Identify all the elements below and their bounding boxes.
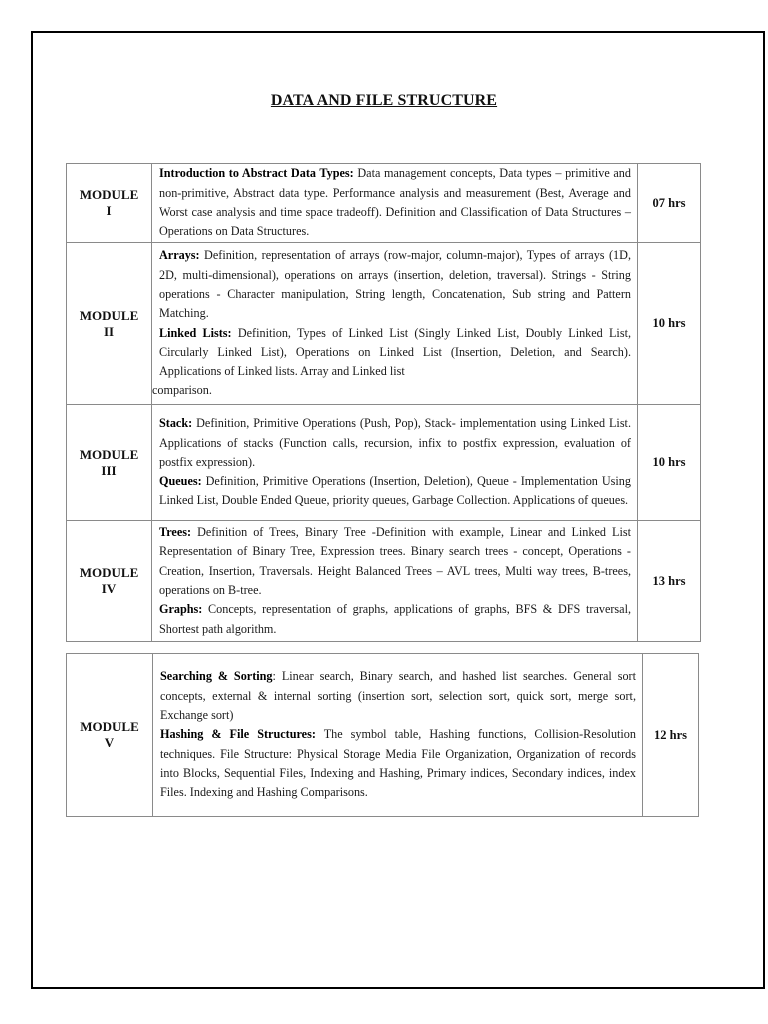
topic-paragraph <box>152 381 631 400</box>
module-label-cell <box>67 405 152 521</box>
module-hours: 10 hrs <box>638 243 701 405</box>
module-label: MODULE <box>79 307 139 323</box>
module-content-cell <box>153 654 643 817</box>
module-numeral: IV <box>101 581 117 596</box>
module-label-cell <box>67 243 152 405</box>
topic-heading: Searching & Sorting <box>160 669 273 684</box>
topic-heading: Arrays: <box>159 248 200 263</box>
topic-heading: Stack: <box>159 416 193 431</box>
topic-heading: Trees: <box>159 525 192 540</box>
topic-paragraph <box>160 725 636 802</box>
topic-paragraph <box>159 523 631 600</box>
module-row-4 <box>67 521 701 642</box>
module-content-cell <box>152 243 638 405</box>
module-label-cell <box>67 654 153 817</box>
module-numeral: V <box>104 735 115 750</box>
topic-text: Data management concepts, Data types – primitive and non-primitive, Abstract data type. Performance analysis and measurement (Best, Average and Worst case analysis and time space tradeoff). Definition and Classification of Data Structures –Operations on Data Structures. <box>159 166 631 239</box>
topic-heading: Hashing & File Structures: <box>160 727 316 742</box>
topic-paragraph <box>160 667 636 725</box>
topic-heading: Linked Lists: <box>159 325 232 340</box>
topic-text: Definition, representation of arrays (row-major, column-major), Types of arrays (1D, 2D, multi-dimensional), operations on arrays (insertion, deletion, traversal). Strings - String operations - Character manipulation, String length, Concatenation, Sub string and Pattern Matching. <box>159 248 631 321</box>
module-hours: 07 hrs <box>638 164 701 243</box>
page-title: DATA AND FILE STRUCTURE <box>270 92 498 109</box>
module-label-cell <box>67 521 152 642</box>
topic-heading: Graphs: <box>159 602 203 617</box>
topic-paragraph <box>159 414 631 472</box>
topic-text: Definition, Primitive Operations (Insertion, Deletion), Queue - Implementation Using Linked List, Double Ended Queue, priority queues, Garbage Collection. Applications of queues. <box>159 474 631 508</box>
module-label: MODULE <box>79 565 139 580</box>
topic-paragraph <box>159 164 631 241</box>
module-content-cell <box>152 164 638 243</box>
module-row-1 <box>67 164 701 243</box>
syllabus-table-main <box>66 163 701 642</box>
topic-paragraph <box>159 600 631 639</box>
topic-paragraph <box>159 246 631 323</box>
topic-paragraph <box>159 472 631 511</box>
module-row-3 <box>67 405 701 521</box>
module-content-cell <box>152 521 638 642</box>
module-hours: 12 hrs <box>643 654 699 817</box>
topic-text: Definition, Primitive Operations (Push, Pop), Stack- implementation using Linked List. Applications of stacks (Function calls, recursion, infix to postfix expression, evaluation of postfix expression). <box>159 416 631 469</box>
topic-text: comparison. <box>152 383 212 398</box>
topic-text: : Linear search, Binary search, and hashed list searches. General sort concepts, external & internal sorting (insertion sort, selection sort, quick sort, merge sort, Exchange sort) <box>160 669 637 723</box>
topic-text: Concepts, representation of graphs, applications of graphs, BFS & DFS traversal, Shortest path algorithm. <box>159 602 631 636</box>
module-label-cell <box>67 164 152 243</box>
module-numeral: III <box>101 462 117 478</box>
topic-text: Definition of Trees, Binary Tree -Definition with example, Linear and Linked List Representation of Binary Tree, Expression trees. Binary search trees - concept, Operations -Creation, Insertion, Traversals. Height Balanced Trees – AVL trees, Multi way trees, B-trees, operations on B-tree. <box>159 525 631 597</box>
module-content-cell <box>152 405 638 521</box>
module-label: MODULE <box>79 187 139 202</box>
module-hours: 13 hrs <box>638 521 701 642</box>
topic-heading: Queues: <box>159 474 202 489</box>
module-row-2 <box>67 243 701 405</box>
module-numeral: II <box>103 323 115 339</box>
topic-heading: Introduction to Abstract Data Types: <box>159 166 354 181</box>
module-row-5 <box>67 654 699 817</box>
topic-text: The symbol table, Hashing functions, Collision-Resolution techniques. File Structure: Physical Storage Media File Organization, Organization of records into Blocks, Sequential Files, Indexing and Hashing, Primary indices, Secondary indices, index Files. Indexing and Hashing Comparisons. <box>160 727 636 800</box>
syllabus-table-module-v <box>66 653 699 817</box>
topic-text: Definition, Types of Linked List (Singly Linked List, Doubly Linked List, Circularly Linked List), Operations on Linked List (Insertion, Deletion, and Search). Applications of Linked lists. Array and Linked list <box>159 325 631 379</box>
module-numeral: I <box>106 203 112 218</box>
module-label: MODULE <box>79 446 139 462</box>
topic-paragraph <box>159 324 631 382</box>
module-label: MODULE <box>80 719 139 734</box>
module-hours: 10 hrs <box>638 405 701 521</box>
